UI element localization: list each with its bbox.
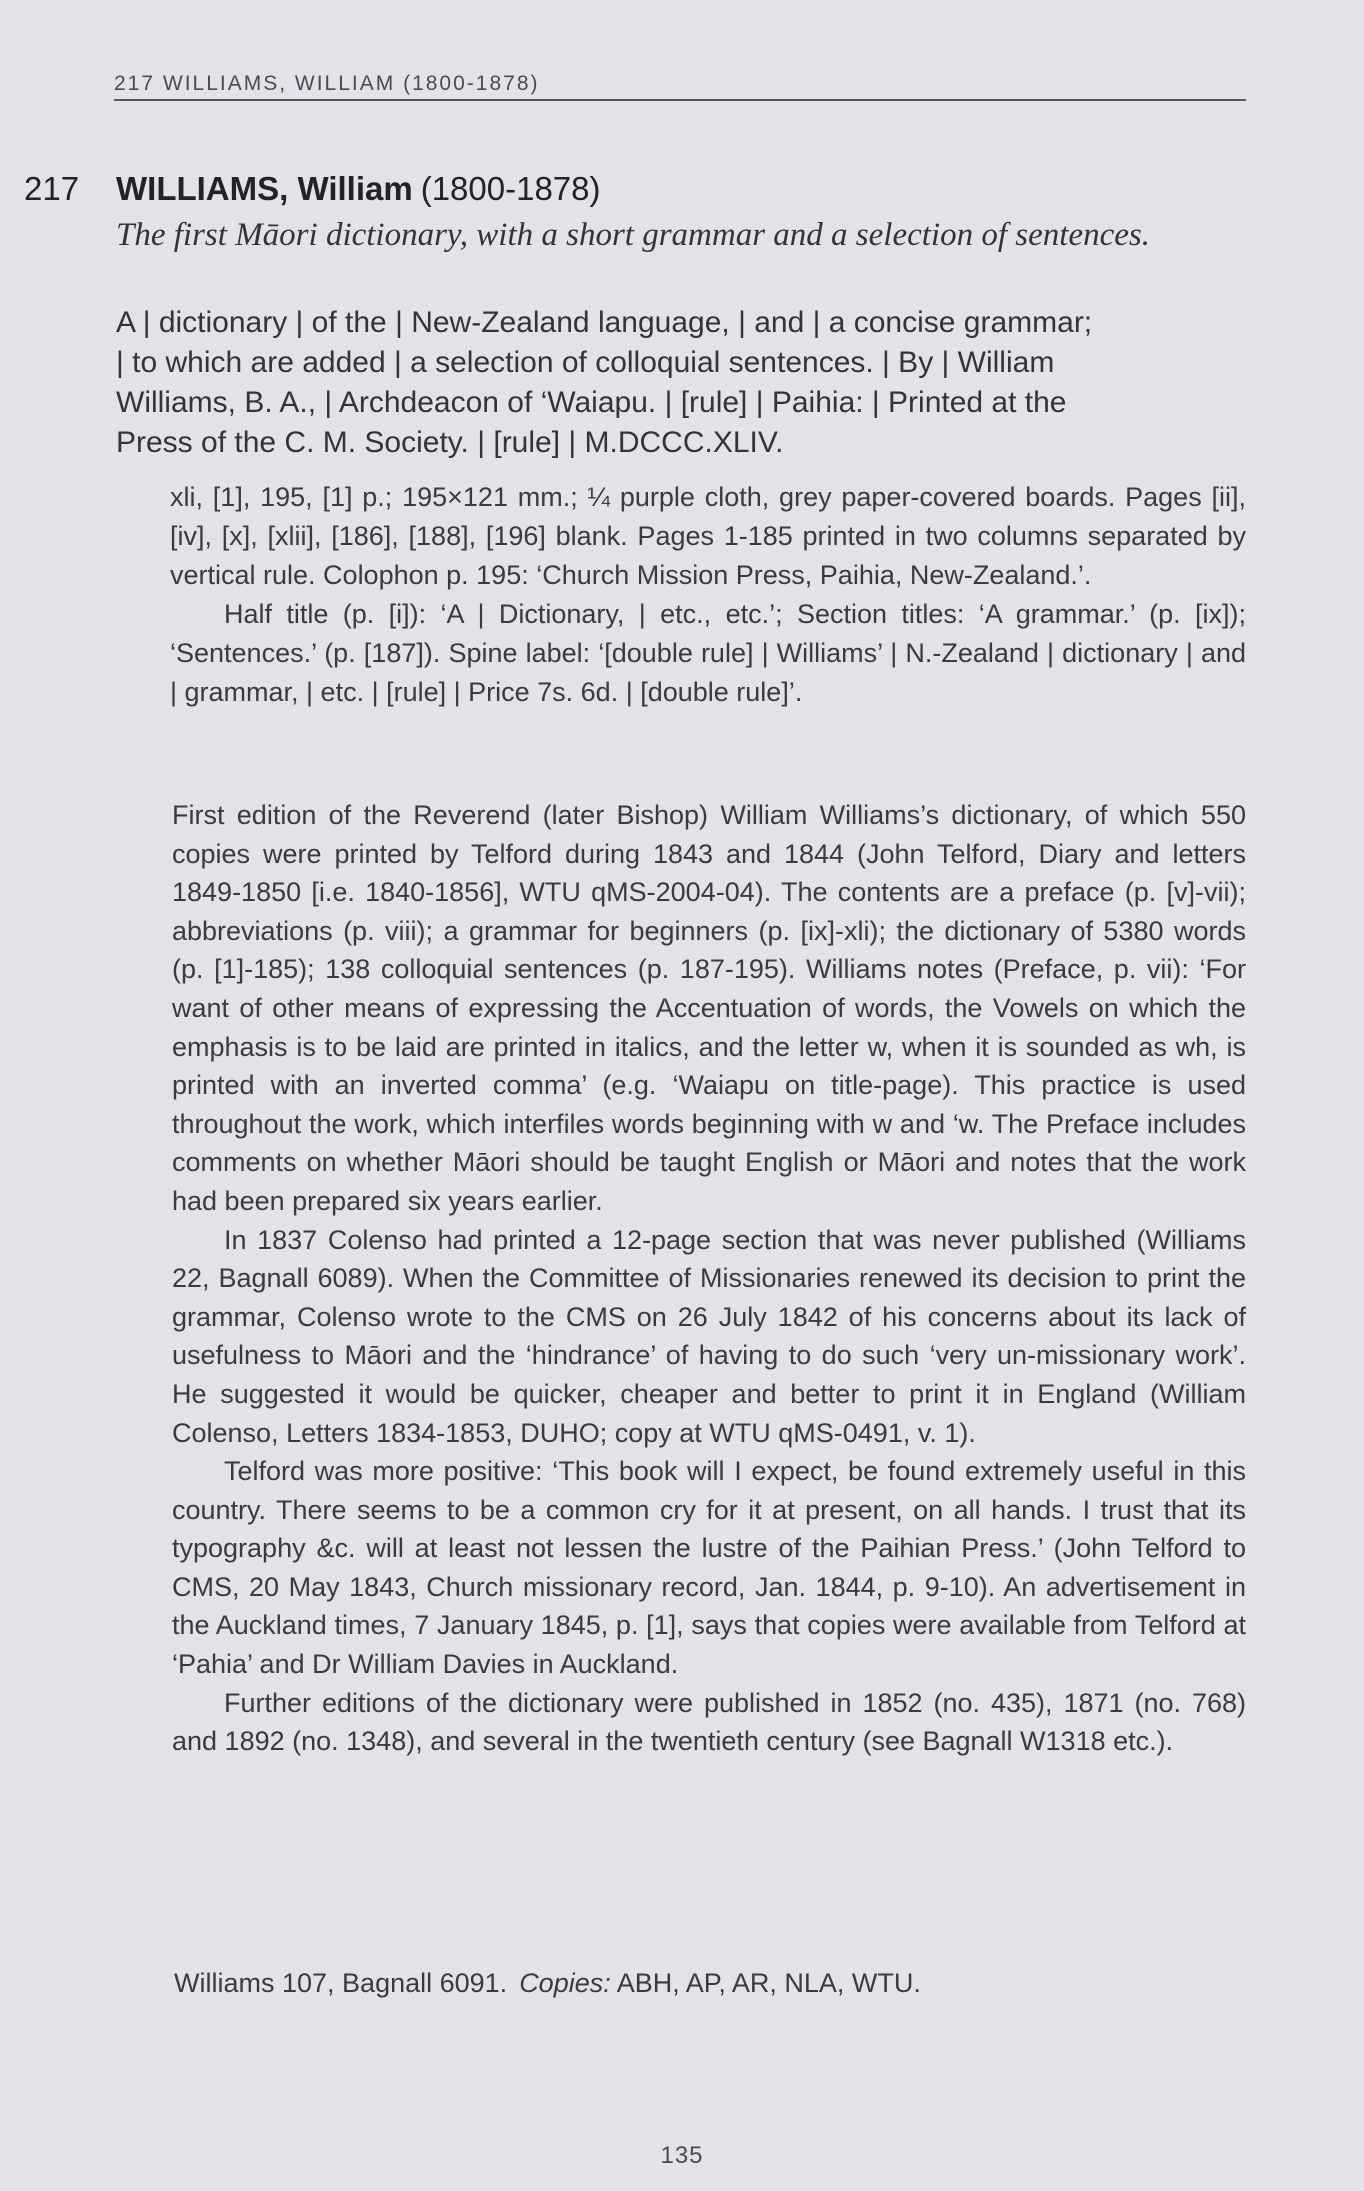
running-head: 217 WILLIAMS, WILLIAM (1800-1878) (114, 72, 540, 95)
copies-label: Copies: (519, 1968, 611, 1998)
transcription-line: | to which are added | a selection of colloquial sentences. | By | William (116, 346, 1055, 379)
entry-number: 217 (24, 170, 80, 207)
note-paragraph: Further editions of the dictionary were published in 1852 (no. 435), 1871 (no. 768) and 1892 (no. 1348), and several in the twentieth century (see Bagnall W1318 etc.). (172, 1687, 1246, 1757)
note-paragraph: First edition of the Reverend (later Bishop) William Williams’s dictionary, of which 550 copies were printed by Telford during 1843 and 1844 (John Telford, Diary and letters 1849-1850 [i.e. 1840-1856], WTU qMS-2004-04). The contents are a preface (p. [v]-vii); abbreviations (p. viii); a grammar for beginners (p. [ix]-xli); the dictionary of 5380 words (p. [1]-185); 138 colloquial sentences (p. 187-195). Williams notes (Preface, p. vii): ‘For want of other means of expressing the Accentuation of words, the Vowels on which the emphasis is to be laid are printed in italics, and the letter w, when it is sounded as wh, is printed with an inverted comma’ (e.g. ‘Waiapu on title-page). This practice is used throughout the work, which interfiles words beginning with w and ‘w. The Preface includes comments on whether Māori should be taught English or Māori and notes that the work had been prepared six years earlier. (172, 800, 1246, 1216)
references-line (174, 1968, 1246, 1999)
page-number: 135 (660, 2142, 704, 2169)
transcription-line: Press of the C. M. Society. | [rule] | M.DCCC.XLIV. (116, 426, 784, 459)
author-name: WILLIAMS, William (116, 170, 413, 207)
note-paragraph: In 1837 Colenso had printed a 12-page section that was never published (Williams 22, Bagnall 6089). When the Committee of Missionaries renewed its decision to print the grammar, Colenso wrote to the CMS on 26 July 1842 of his concerns about its lack of usefulness to Māori and the ‘hindrance’ of having to do such ‘very un-missionary work’. He suggested it would be quicker, cheaper and better to print it in England (William Colenso, Letters 1834-1853, DUHO; copy at WTU qMS-0491, v. 1). (172, 1224, 1246, 1448)
entry-subtitle: The first Māori dictionary, with a short grammar and a selection of sentences. (116, 217, 1150, 253)
collation-block (170, 478, 1246, 712)
transcription-line: Williams, B. A., | Archdeacon of ‘Waiapu. | [rule] | Paihia: | Printed at the (116, 386, 1067, 419)
note-paragraph: Telford was more positive: ‘This book will I expect, be found extremely useful in this country. There seems to be a common cry for it at present, on all hands. I trust that its typography &c. will at least not lessen the lustre of the Paihian Press.’ (John Telford to CMS, 20 May 1843, Church missionary record, Jan. 1844, p. 9-10). An advertisement in the Auckland times, 7 January 1845, p. [1], says that copies were available from Telford at ‘Pahia’ and Dr William Davies in Auckland. (172, 1456, 1246, 1680)
references-text: Williams 107, Bagnall 6091. (174, 1968, 508, 1998)
collation-text: xli, [1], 195, [1] p.; 195×121 mm.; ¼ purple cloth, grey paper-covered boards. Pages [ii], [iv], [x], [xlii], [186], [188], [196] blank. Pages 1-185 printed in two columns separated by vertical rule. Colophon p. 195: ‘Church Mission Press, Paihia, New-Zealand.’. (170, 482, 1246, 590)
transcription-line: A | dictionary | of the | New-Zealand language, | and | a concise grammar; (116, 306, 1093, 339)
half-title-text: Half title (p. [i]): ‘A | Dictionary, | etc., etc.’; Section titles: ‘A grammar.’ (p. [ix]); ‘Sentences.’ (p. [187]). Spine label: ‘[double rule] | Williams’ | N.-Zealand | dictionary | and | grammar, | etc. | [rule] | Price 7s. 6d. | [double rule]’. (170, 599, 1246, 707)
copies-list: ABH, AP, AR, NLA, WTU. (616, 1968, 921, 1998)
notes-block (172, 796, 1246, 1761)
author-dates: (1800-1878) (420, 170, 601, 207)
entry-heading (116, 170, 1248, 208)
header-rule (114, 99, 1246, 101)
title-transcription (116, 303, 1246, 463)
